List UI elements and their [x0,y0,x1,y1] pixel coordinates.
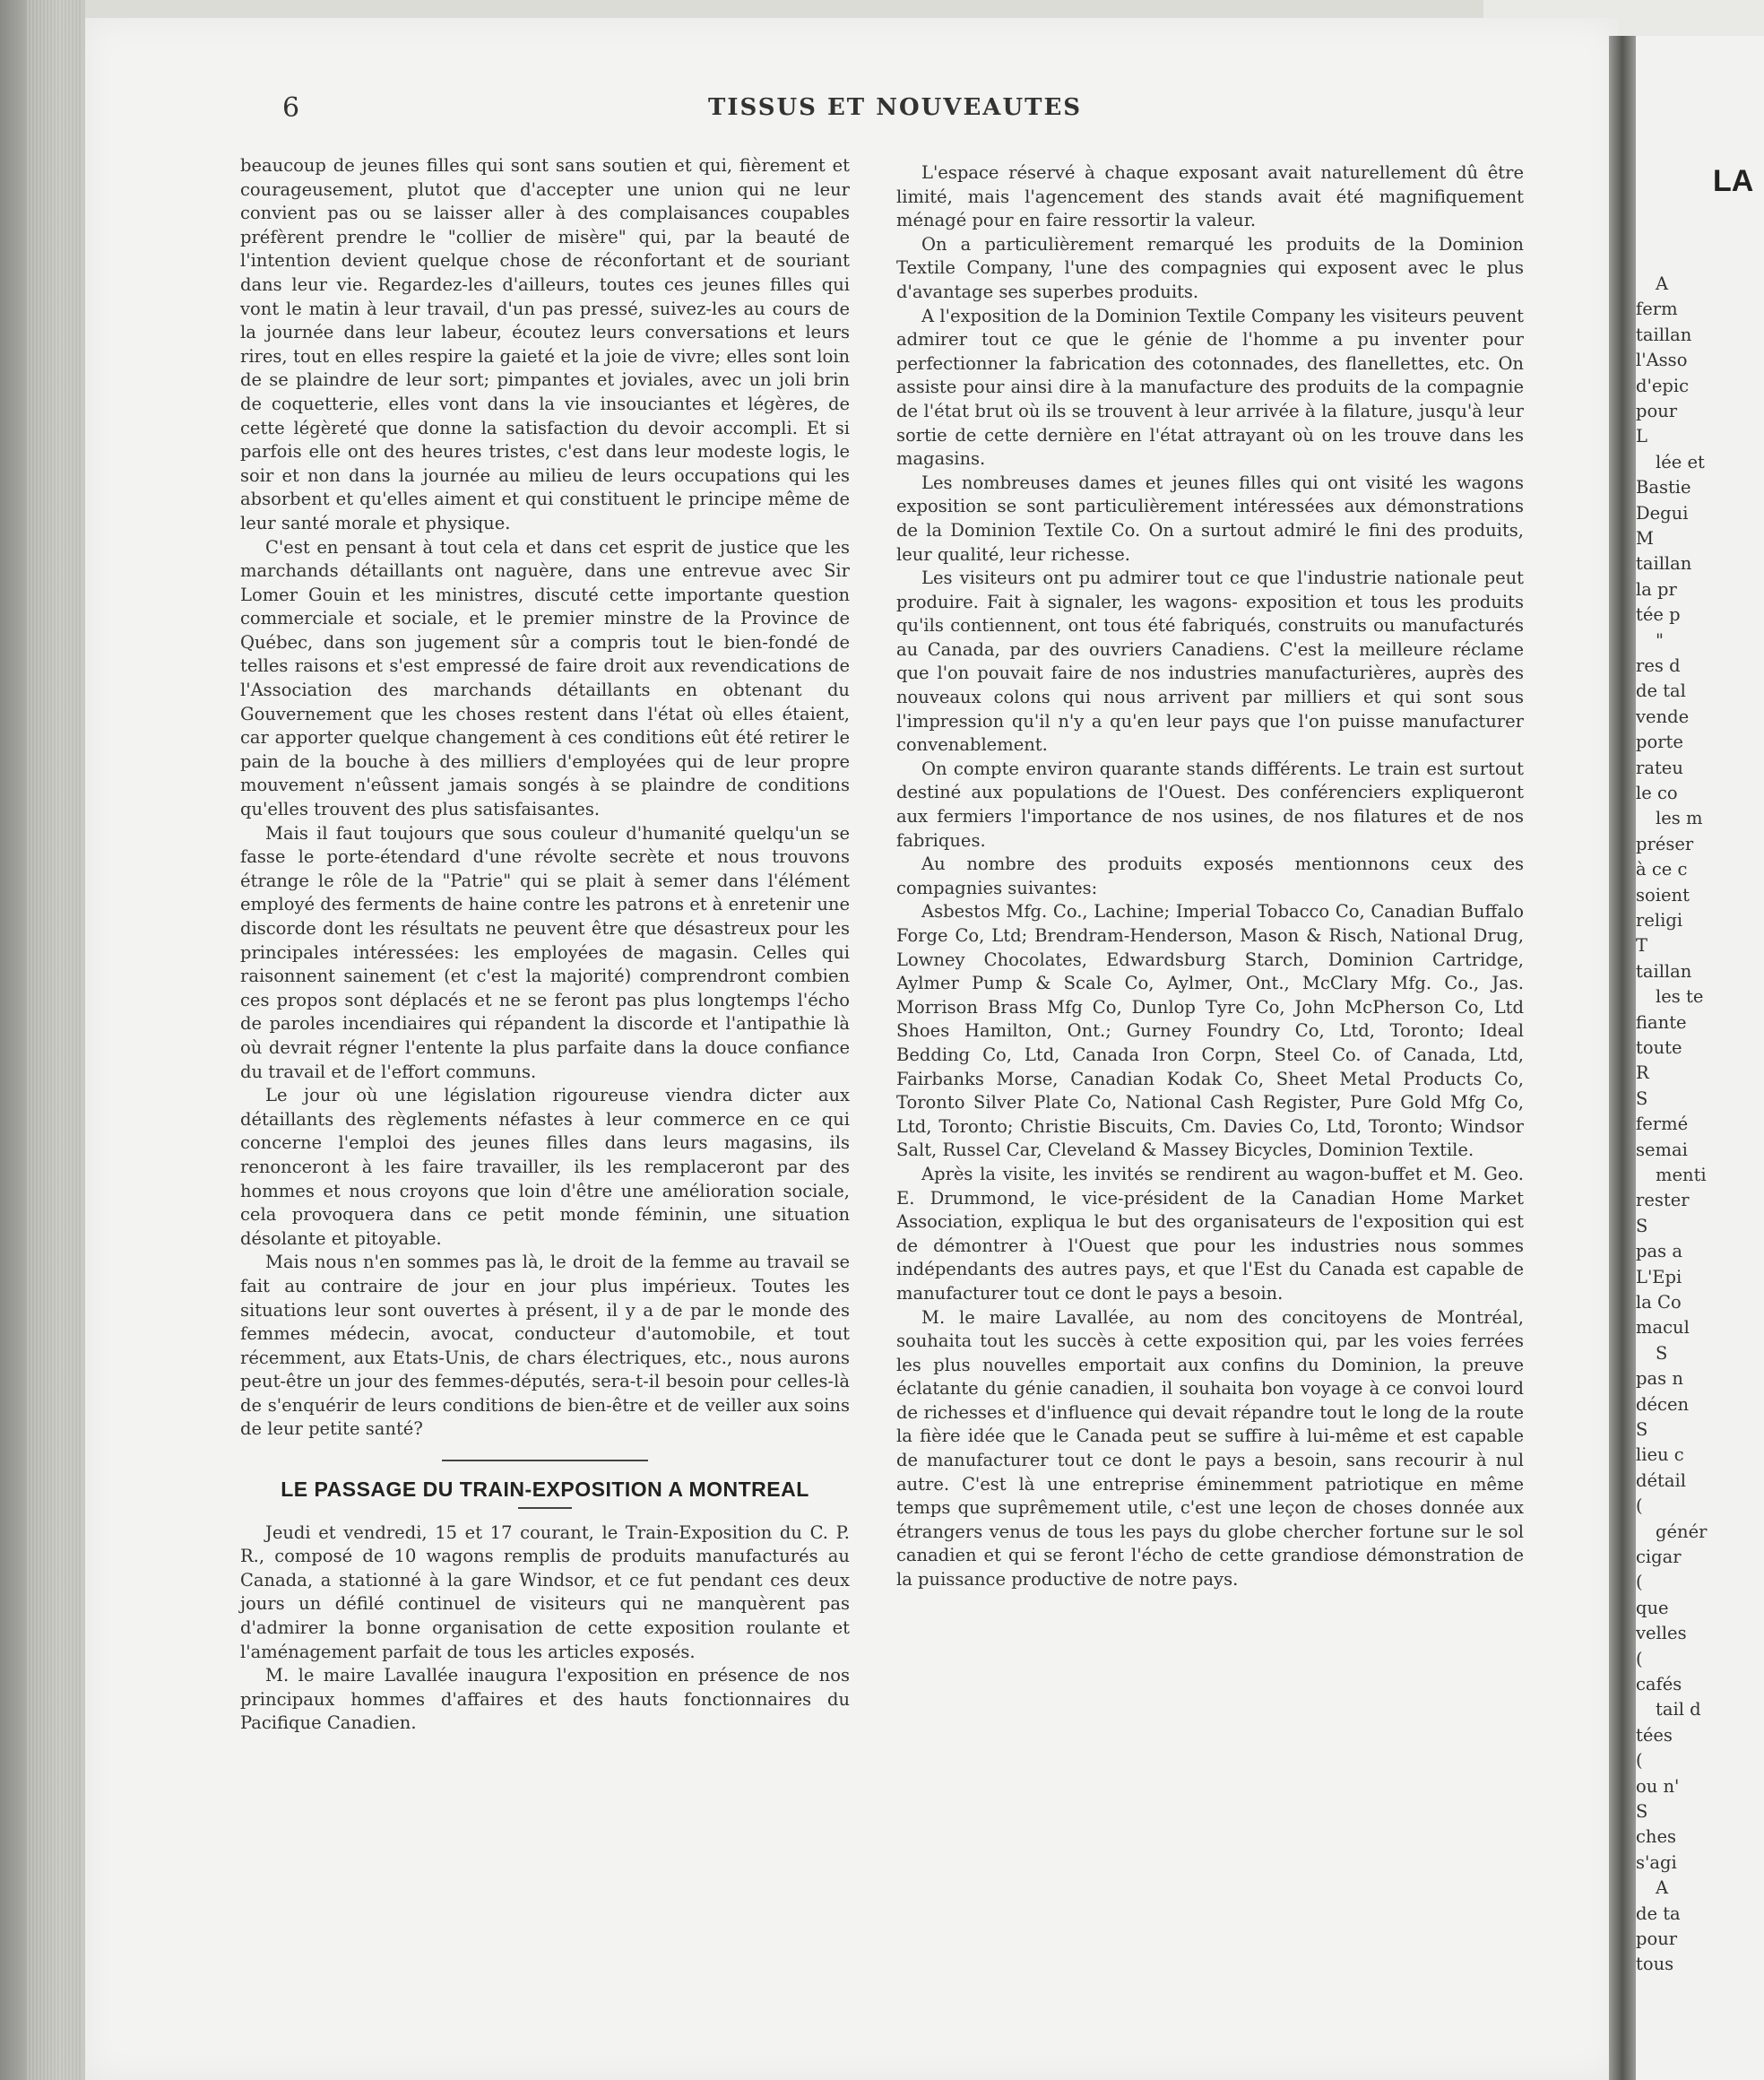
running-head: TISSUS ET NOUVEAUTES [708,94,1083,121]
facing-page-line: L [1636,426,1647,447]
facing-page-line: fermé [1636,1114,1689,1135]
facing-page-line: les te [1656,986,1704,1008]
paragraph: Après la visite, les invités se rendirent au wagon-buffet et M. Geo. E. Drummond, le vice-président de la Canadian Home Market Association, expliqua le but des organisateurs de l'exposition qui est de démontrer à l'Ouest que pour les industries nous sommes indépendants des autres pays, et que l'Est du Canada est capable de manufacturer tout ce dont le pays a besoin. [896,1163,1524,1304]
facing-page-line: rateu [1636,757,1683,778]
facing-page-line: ( [1636,1495,1643,1517]
paragraph: A l'exposition de la Dominion Textile Company les visiteurs peuvent admirer tout ce que le génie de l'homme a pu inventer pour perfectionner la fabrication des cotonnades, des flanellettes, etc. On assiste pour ainsi dire à la manufacture des produits de la compagnie de l'état brut où ils se trouvent à leur arrivée à la filature, jusqu'à leur sortie de cette dernière en l'état attrayant où on les trouve dans les magasins. [896,305,1524,470]
paragraph: Asbestos Mfg. Co., Lachine; Imperial Tobacco Co, Canadian Buffalo Forge Co, Ltd; Brendram-Henderson, Mason & Risch, National Drug, Lowney Chocolates, Edwardsburg Starch, Dominion Cartridge, Aylmer Pump & Scale Co, Aylmer, Ont., McClary Mfg. Co., Jas. Morrison Brass Mfg Co, Dunlop Tyre Co, John McPherson Co, Ltd Shoes Hamilton, Ont.; Gurney Foundry Co, Ltd, Toronto; Ideal Bedding Co, Ltd, Canada Iron Corpn, Steel Co. of Canada, Ltd, Fairbanks Morse, Canadian Kodak Co, Sheet Metal Products Co, Toronto Silver Plate Co, National Cash Register, Pure Gold Mfg Co, Ltd, Toronto; Christie Biscuits, Cm. Davies Co, Ltd, Toronto; Windsor Salt, Russel Car, Cleveland & Massey Bicycles, Dominion Textile. [896,901,1524,1161]
facing-page-line: le co [1636,783,1678,803]
facing-page-line: religi [1636,910,1683,931]
facing-page-line: ou n' [1636,1775,1680,1797]
facing-page-line: ( [1636,1648,1643,1669]
facing-page-line: res d [1636,655,1681,676]
book-gutter [1609,36,1636,2080]
facing-page-line: ( [1636,1750,1643,1772]
facing-page-line: S [1636,1215,1648,1236]
paragraph: On compte environ quarante stands différents. Le train est surtout destiné aux populations de l'Ouest. Des conférenciers expliqueront aux fermiers l'importance de nos usines, de nos filatures et de nos fabriques. [896,758,1524,851]
facing-page-line: menti [1656,1165,1707,1185]
facing-page-line: toute [1636,1037,1682,1058]
facing-page-line: taillan [1636,960,1692,982]
paragraph: beaucoup de jeunes filles qui sont sans soutien et qui, fièrement et courageusement, plutot que d'accepter une union qui ne leur convient pas ou se laisser aller à des complaisances coupables préfèrent prendre le "collier de misère" qui, par la beauté de l'intention devient quelque chose de réconfortant et de souriant dans leur vie. Regardez-les d'ailleurs, toutes ces jeunes filles qui vont le matin à leur travail, d'un pas pressé, suivez-les au cours de la journée dans leur labeur, écoutez leurs conversations et leurs rires, tout en elles respire la gaieté et la joie de vivre; elles sont loin de se plaindre de leur sort; pimpantes et joviales, avec un joli brin de coquetterie, elles vont dans la vie insouciantes et légères, de cette légèreté que donne la satisfaction du devoir accompli. Et si parfois elle ont des heures tristes, c'est dans leur modeste logis, le soir et non dans la journée au milieu de leurs occupations qui les absorbent et qu'elles aiment et qui constituent le principe même de leur santé morale et physique. [240,155,850,533]
facing-page-line: ferm [1636,299,1678,320]
facing-page-line: la Co [1636,1292,1682,1313]
facing-page-line: détail [1636,1469,1686,1491]
facing-page-line: à ce c [1636,859,1688,880]
facing-page-line: tées [1636,1724,1673,1746]
heading-underline [518,1507,572,1509]
facing-page-line: S [1636,1419,1648,1440]
facing-page [1636,36,1764,2080]
facing-page-line: " [1656,629,1664,651]
paragraph: M. le maire Lavallée, au nom des concitoyens de Montréal, souhaita tout les succès à cette exposition qui, par les voies ferrées les plus nouvelles emportait aux confins du Dominion, la preuve éclatante du génie canadien, il souhaita bon voyage à ce convoi lourd de richesses et d'influence qui devait répandre tout le long de la route la fière idée que le Canada peut se suffire à lui-même et est capable de manufacturer tout ce dont le pays a besoin, sans recourir à nul autre. C'est là une entreprise éminemment patriotique en même temps que suprêmement utile, c'est une leçon de choses donnée aux étrangers venus de tous les pays du globe chercher fortune sur le sol canadien et qui se feront l'écho de cette grandiose démonstration de la puissance productive de notre pays. [896,1306,1524,1590]
facing-page-line: rester [1636,1190,1690,1211]
paragraph: M. le maire Lavallée inaugura l'exposition en présence de nos principaux hommes d'affaires et des hauts fonctionnaires du Pacifique Canadien. [240,1665,850,1734]
facing-page-line: l'Asso [1636,350,1688,371]
facing-page-line: tail d [1656,1699,1701,1720]
facing-page-line: préser [1636,833,1694,854]
facing-page-line: Bastie [1636,477,1691,498]
facing-page-line: de ta [1636,1902,1681,1924]
facing-page-line: décen [1636,1393,1690,1415]
facing-page-line: M [1636,528,1654,549]
facing-page-line: la pr [1636,578,1677,600]
facing-page-line: lée et [1656,451,1705,472]
paragraph: Mais il faut toujours que sous couleur d'humanité quelqu'un se fasse le porte-étendard d'une révolte secrète et nous trouvons étrange le rôle de la "Patrie" qui se plait à semer dans l'élément employé des ferments de haine contre les patrons et à enretenir une discorde dont les résultats ne peuvent être que désastreux pour les principales intéressées: les employées de magasin. Celles qui raisonnent sainement (et c'est la majorité) comprendront combien ces propos sont déplacés et ne se feront pas plus longtemps l'écho de paroles incendiaires qui répandent la discorde et l'antipathie là où devrait régner l'entente la plus parfaite dans la douce confiance du travail et de l'effort communs. [240,822,850,1082]
facing-page-line: A [1656,273,1669,294]
paragraph: Mais nous n'en sommes pas là, le droit de la femme au travail se fait au contraire de jour en jour plus impérieux. Toutes les situations leur sont ouvertes à présent, il y a de par le monde des femmes médecin, avocat, conducteur d'automobile, et tout récemment, aux Etats-Unis, de chars électriques, etc., nous aurons peut-être un jour des femmes-députés, sera-t-il besoin pour celles-là de s'enquérir de leurs conditions de bien-être et de veiller aux soins de leur petite santé? [240,1252,850,1440]
left-column [240,154,850,1736]
facing-page-line: velles [1636,1623,1687,1644]
facing-page-line: semai [1636,1139,1688,1160]
paragraph: Les nombreuses dames et jeunes filles qui ont visité les wagons exposition se sont particulièrement intéressées aux démonstrations de la Dominion Textile Co. On a surtout admiré le fini des produits, leur qualité, leur richesse. [896,472,1524,565]
section-divider [442,1460,648,1461]
paragraph: Les visiteurs ont pu admirer tout ce que l'industrie nationale peut produire. Fait à signaler, les wagons- exposition et tous les produits qu'ils contiennent, ont tous été fabriqués, construits ou manufacturés au Canada, par des ouvriers Canadiens. C'est la meilleure réclame que l'on pouvait faire de nos industries manufacturières, auprès des nouveaux colons qui nous arrivent par milliers et qui sont sous l'impression qu'il n'y a qu'en leur pays que l'on puisse manufacturer convenablement. [896,568,1524,756]
paragraph: On a particulièrement remarqué les produits de la Dominion Textile Company, l'une des compagnies qui exposent avec le plus d'avantage ses superbes produits. [896,233,1524,302]
paragraph: Au nombre des produits exposés mentionnons ceux des compagnies suivantes: [896,854,1524,898]
facing-page-line: pas a [1636,1241,1682,1262]
facing-page-line: d'epic [1636,375,1690,396]
facing-page-line: ( [1636,1572,1643,1593]
facing-page-line: lieu c [1636,1444,1684,1466]
facing-page-line: génér [1656,1521,1708,1542]
book-spine-left [0,0,85,2080]
facing-page-line: Degui [1636,502,1689,524]
facing-page-line: S [1636,1801,1648,1822]
paragraph: Le jour où une législation rigoureuse viendra dicter aux détaillants des règlements néfastes à leur commerce en ce qui concerne l'emploi des jeunes filles dans leurs magasins, ils renonceront à les faire travailler, ils les remplaceront par des hommes et nous croyons que loin d'être une amélioration sociale, cela provoquera dans ce petit monde féminin, une situation désolante et pitoyable. [240,1085,850,1249]
facing-page-line: T [1636,935,1648,957]
facing-page-line: L'Epi [1636,1266,1682,1287]
facing-page-line: R [1636,1062,1649,1084]
facing-page-line: porte [1636,732,1683,753]
facing-page-line: taillan [1636,324,1692,345]
facing-page-line: pour [1636,1928,1678,1949]
facing-page-line: s'agi [1636,1851,1677,1873]
facing-page-line: tée p [1636,604,1681,626]
page-number: 6 [282,92,300,124]
facing-page-line: soient [1636,884,1690,906]
right-column [896,161,1524,1592]
facing-page-line: cafés [1636,1674,1682,1694]
facing-page-line: de tal [1636,680,1686,702]
facing-page-line: taillan [1636,553,1692,575]
facing-page-line: vende [1636,706,1690,727]
section-heading: LE PASSAGE DU TRAIN-EXPOSITION A MONTREAL [281,1478,809,1502]
facing-page-line: ches [1636,1826,1677,1848]
facing-page-heading: LA [1713,164,1754,198]
facing-page-line: pour [1636,401,1678,421]
facing-page-line: tous [1636,1954,1674,1975]
paragraph: L'espace réservé à chaque exposant avait naturellement dû être limité, mais l'agencement des stands avait été magnifiquement ménagé pour en faire ressortir la valeur. [896,162,1524,231]
facing-page-line: cigar [1636,1547,1682,1567]
facing-page-line: fiante [1636,1011,1687,1033]
facing-page-line: les m [1656,808,1703,829]
facing-page-line: S [1636,1088,1648,1109]
facing-page-line: S [1656,1342,1668,1364]
paragraph: Jeudi et vendredi, 15 et 17 courant, le Train-Exposition du C. P. R., composé de 10 wagons remplis de produits manufacturés au Canada, a stationné à la gare Windsor, et ce fut pendant ces deux jours un défilé continuel de visiteurs qui ne manquèrent pas d'admirer la bonne organisation de cette exposition roulante et l'aménagement parfait de tous les articles exposés. [240,1521,850,1662]
facing-page-line: A [1656,1877,1669,1899]
facing-page-line: que [1636,1597,1669,1618]
facing-page-line: pas n [1636,1368,1683,1390]
paragraph: C'est en pensant à tout cela et dans cet esprit de justice que les marchands détaillants ont naguère, dans une entrevue avec Sir Lomer Gouin et les ministres, discuté cette importante question commerciale et sociale, et le premier minstre de la Province de Québec, dans son jugement sûr a compris tout le bien-fondé de telles raisons et s'est empressé de faire droit aux revendications de l'Association des marchands détaillants en obtenant du Gouvernement que les choses restent dans l'état où elles étaient, car apporter quelque changement à ces conditions eût été retirer le pain de la bouche à des milliers d'employées qui de leur propre mouvement n'eûssent jamais songés à se plaindre de conditions qu'elles trouvent des plus satisfaisantes. [240,536,850,820]
facing-page-line: macul [1636,1317,1690,1339]
